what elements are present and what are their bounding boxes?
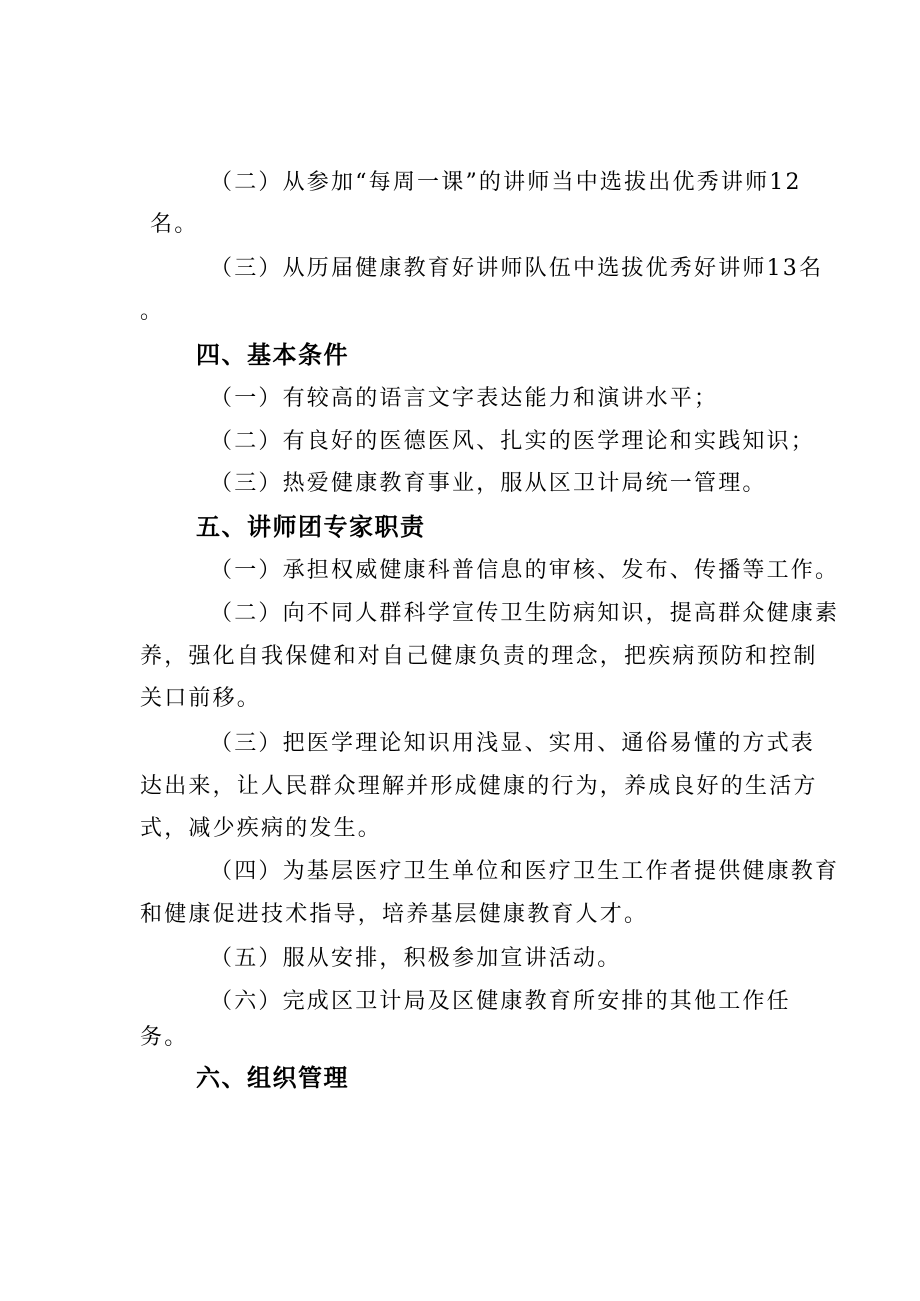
section-heading-4: 四、基本条件	[196, 341, 349, 369]
paragraph-line: 务。	[140, 1025, 189, 1050]
section-heading-6: 六、组织管理	[196, 1064, 349, 1092]
paragraph-line: 关口前移。	[140, 686, 262, 711]
paragraph-line: （二）从参加“每周一课”的讲师当中选拔出优秀讲师12	[210, 170, 802, 195]
paragraph-line: （四）为基层医疗卫生单位和医疗卫生工作者提供健康教育	[210, 859, 840, 884]
list-item: （五）服从安排，积极参加宣讲活动。	[210, 946, 622, 971]
paragraph-line: 养，强化自我保健和对自己健康负责的理念，把疾病预防和控制	[140, 644, 818, 669]
paragraph-line: （三）从历届健康教育好讲师队伍中选拔优秀好讲师13名	[210, 256, 824, 281]
section-heading-5: 五、讲师团专家职责	[196, 513, 426, 541]
list-item: （三）热爱健康教育事业，服从区卫计局统一管理。	[210, 471, 767, 496]
paragraph-line: （六）完成区卫计局及区健康教育所安排的其他工作任	[210, 989, 791, 1014]
paragraph-line: （三）把医学理论知识用浅显、实用、通俗易懂的方式表	[210, 731, 816, 756]
list-item: （二）有良好的医德医风、扎实的医学理论和实践知识；	[210, 429, 816, 454]
paragraph-line: 式，减少疾病的发生。	[140, 816, 383, 841]
paragraph-line: （二）向不同人群科学宣传卫生防病知识，提高群众健康素	[210, 601, 840, 626]
list-item: （一）有较高的语言文字表达能力和演讲水平；	[210, 386, 719, 411]
list-item: （一）承担权威健康科普信息的审核、发布、传播等工作。	[210, 558, 840, 583]
paragraph-line: 。	[140, 299, 165, 324]
paragraph-line: 名。	[150, 212, 199, 237]
paragraph-line: 达出来，让人民群众理解并形成健康的行为，养成良好的生活方	[140, 774, 818, 799]
paragraph-line: 和健康促进技术指导，培养基层健康教育人才。	[140, 902, 649, 927]
